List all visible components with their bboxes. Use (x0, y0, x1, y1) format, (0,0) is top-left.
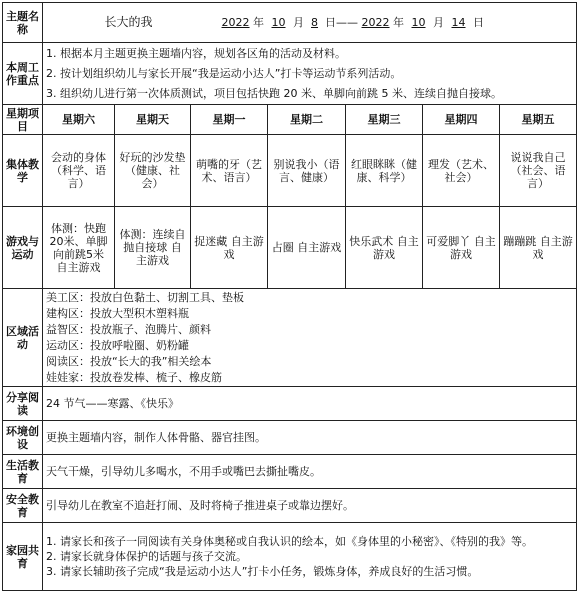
start-year: 2022 (221, 16, 250, 29)
family-line-3: 3. 请家长辅助孩子完成“我是运动小达人”打卡小任务，锻炼身体，养成良好的生活习惯。 (46, 565, 479, 578)
collective-sat: 会动的身体（科学、语言） (43, 135, 115, 207)
area-line-4: 运动区：投放呼啦圈、奶粉罐 (46, 338, 189, 352)
focus-line-2: 2. 按计划组织幼儿与家长开展“我是运动小达人”打卡等运动节系列活动。 (46, 66, 402, 80)
collective-mon: 萌嘴的牙（艺术、语言） (191, 135, 268, 207)
weekly-plan-table (2, 2, 577, 591)
focus-row (3, 43, 577, 105)
day-fri: 星期五 (500, 105, 577, 135)
collective-row (3, 135, 577, 207)
day-sun: 星期天 (115, 105, 191, 135)
games-tue: 占圈 自主游戏 (268, 207, 346, 289)
collective-wed: 红眼眯眯（健康、科学） (346, 135, 423, 207)
life-text: 天气干燥，引导幼儿多喝水，不用手或嘴巴去撕扯嘴皮。 (43, 455, 577, 489)
theme-label: 主题名称 (3, 3, 43, 43)
collective-thu: 理发（艺术、社会） (423, 135, 500, 207)
safety-text: 引导幼儿在教室不追赶打闹、及时将椅子推进桌子或靠边摆好。 (43, 489, 577, 523)
area-line-1: 美工区：投放白色黏土、切割工具、垫板 (46, 290, 244, 304)
life-label: 生活教育 (3, 455, 43, 489)
safety-row (3, 489, 577, 523)
day-thu: 星期四 (423, 105, 500, 135)
environment-label: 环境创设 (3, 421, 43, 455)
unit-year-2: 年 (393, 16, 405, 29)
games-fri: 蹦蹦跳 自主游戏 (500, 207, 577, 289)
days-header-row (3, 105, 577, 135)
games-thu: 可爱脚丫 自主游戏 (423, 207, 500, 289)
day-wed: 星期三 (346, 105, 423, 135)
collective-label: 集体教学 (3, 135, 43, 207)
day-sat: 星期六 (43, 105, 115, 135)
life-row (3, 455, 577, 489)
games-row (3, 207, 577, 289)
area-line-6: 娃娃家：投放卷发棒、梳子、橡皮筋 (46, 370, 222, 384)
safety-label: 安全教育 (3, 489, 43, 523)
end-year: 2022 (361, 16, 390, 29)
areas-row (3, 289, 577, 387)
environment-text: 更换主题墙内容，制作人体骨骼、器官挂图。 (43, 421, 577, 455)
areas-label: 区域活动 (3, 289, 43, 387)
areas-cell (43, 289, 577, 387)
focus-line-1: 1. 根据本月主题更换主题墙内容，规划各区角的活动及材料。 (46, 46, 346, 60)
family-cell (43, 523, 577, 591)
reading-row (3, 387, 577, 421)
games-label: 游戏与运动 (3, 207, 43, 289)
reading-label: 分享阅读 (3, 387, 43, 421)
unit-month-2: 月 (433, 16, 445, 29)
reading-text: 24 节气——寒露、《快乐》 (43, 387, 577, 421)
focus-label: 本周工作重点 (3, 43, 43, 105)
area-line-2: 建构区：投放大型积木塑料瓶 (46, 306, 189, 320)
focus-line-3: 3. 组织幼儿进行第一次体质测试，项目包括快跑 20 米、单脚向前跳 5 米、连续自抛自接球。 (46, 86, 502, 100)
games-sun: 体测：连续自抛自接球 自主游戏 (115, 207, 191, 289)
theme-row (3, 3, 577, 43)
games-sat: 体测：快跑20米、单脚向前跳5米 自主游戏 (43, 207, 115, 289)
theme-name: 长大的我 (104, 15, 153, 29)
family-line-1: 1. 请家长和孩子一同阅读有关身体奥秘或自我认识的绘本，如《身体里的小秘密》、《特别的我》等。 (46, 535, 533, 548)
area-line-5: 阅读区：投放“长大的我”相关绘本 (46, 354, 212, 368)
area-line-3: 益智区：投放瓶子、泡腾片、颜料 (46, 322, 211, 336)
focus-cell (43, 43, 577, 105)
date-dash: 日—— (325, 16, 359, 29)
end-month: 10 (411, 16, 426, 29)
unit-year-1: 年 (253, 16, 265, 29)
unit-day: 日 (473, 16, 485, 29)
days-header-label: 星期项目 (3, 105, 43, 135)
games-mon: 捉迷藏 自主游戏 (191, 207, 268, 289)
collective-sun: 好玩的沙发垫（健康、社会） (115, 135, 191, 207)
environment-row (3, 421, 577, 455)
end-day: 14 (451, 16, 466, 29)
family-row (3, 523, 577, 591)
collective-fri: 说说我自己（社会、语言） (500, 135, 577, 207)
start-day: 8 (311, 16, 319, 29)
theme-title-cell (43, 3, 577, 43)
family-label: 家园共育 (3, 523, 43, 591)
day-mon: 星期一 (191, 105, 268, 135)
unit-month-1: 月 (293, 16, 305, 29)
start-month: 10 (271, 16, 286, 29)
day-tue: 星期二 (268, 105, 346, 135)
collective-tue: 别说我小（语言、健康） (268, 135, 346, 207)
family-line-2: 2. 请家长就身体保护的话题与孩子交流。 (46, 550, 247, 563)
games-wed: 快乐武术 自主游戏 (346, 207, 423, 289)
